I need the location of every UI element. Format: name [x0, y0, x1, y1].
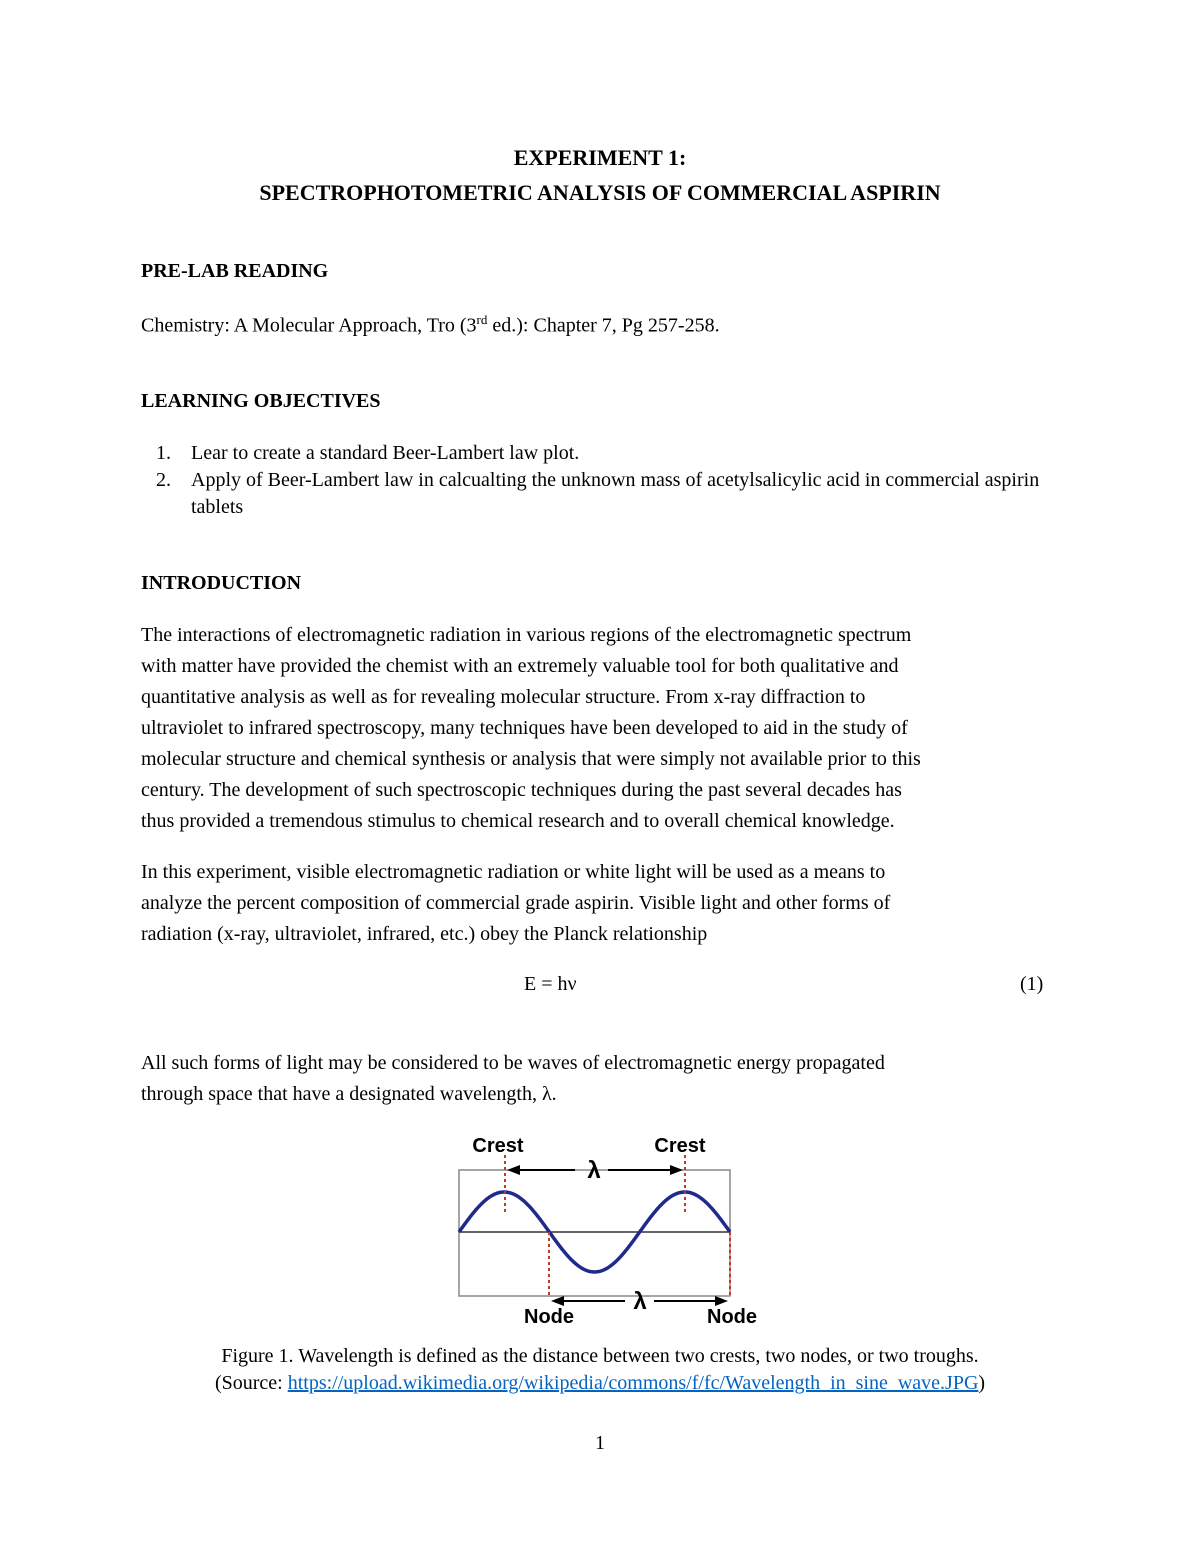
figure-caption: Figure 1. Wavelength is defined as the distance between two crests, two nodes, or two troughs. [221, 1345, 979, 1367]
intro-paragraph-2: In this experiment, visible electromagnetic radiation or white light will be used as a means to analyze the percent composition of commercial grade aspirin. Visible light and other forms of radiation (x-ray, ultraviolet, infrared, etc.) obey the Planck relationship [141, 861, 891, 945]
equation-number: (1) [1020, 973, 1044, 995]
planck-equation: E = hν [524, 973, 577, 995]
intro-paragraph-1: The interactions of electromagnetic radiation in various regions of the electromagnetic spectrum with matter have provided the chemist with an extremely valuable tool for both qualitative and quantitative analysis as well as for revealing molecular structure. From x-ray diffraction to ultraviolet to infrared spectroscopy, many techniques have been developed to aid in the study of molecular structure and chemical synthesis or analysis that were simply not available prior to this century. The development of such spectroscopic techniques during the past several decades has thus provided a tremendous stimulus to chemical research and to overall chemical knowledge. [141, 624, 921, 832]
page-number: 1 [595, 1432, 605, 1454]
figure-source: (Source: https://upload.wikimedia.org/wikipedia/commons/f/fc/Wavelength_in_sine_wave.JPG) [214, 1372, 986, 1394]
objectives-list [141, 440, 1071, 521]
lambda-label-bottom: λ [633, 1288, 647, 1315]
prelab-reference: Chemistry: A Molecular Approach, Tro (3rd ed.): Chapter 7, Pg 257-258. [141, 312, 720, 337]
intro-paragraph-3: All such forms of light may be considered to be waves of electromagnetic energy propagated through space that have a designated wavelength, λ. [141, 1052, 885, 1105]
crest-label-right: Crest [654, 1135, 706, 1157]
arrowhead-bottom-left [551, 1296, 564, 1306]
title-line-1: EXPERIMENT 1: [513, 145, 687, 170]
node-label-left: Node [524, 1306, 574, 1328]
title-line-2: SPECTROPHOTOMETRIC ANALYSIS OF COMMERCIAL ASPIRIN [259, 180, 941, 205]
wavelength-figure [440, 1125, 770, 1335]
arrowhead-bottom-right [715, 1296, 728, 1306]
crest-label-left: Crest [472, 1135, 524, 1157]
lambda-label-top: λ [587, 1157, 601, 1184]
figure-frame [459, 1170, 730, 1296]
list-item: 2. Apply of Beer-Lambert law in calcualting the unknown mass of acetylsalicylic acid in commercial aspirin tablets [156, 469, 1040, 518]
prelab-heading: PRE-LAB READING [141, 260, 329, 282]
list-item: 1. Lear to create a standard Beer-Lambert law plot. [156, 442, 580, 464]
introduction-heading: INTRODUCTION [141, 572, 302, 594]
objectives-heading: LEARNING OBJECTIVES [141, 390, 381, 412]
source-link[interactable]: https://upload.wikimedia.org/wikipedia/commons/f/fc/Wavelength_in_sine_wave.JPG [287, 1372, 979, 1394]
arrowhead-top-right [670, 1165, 683, 1175]
node-label-right: Node [707, 1306, 757, 1328]
arrowhead-top-left [507, 1165, 520, 1175]
